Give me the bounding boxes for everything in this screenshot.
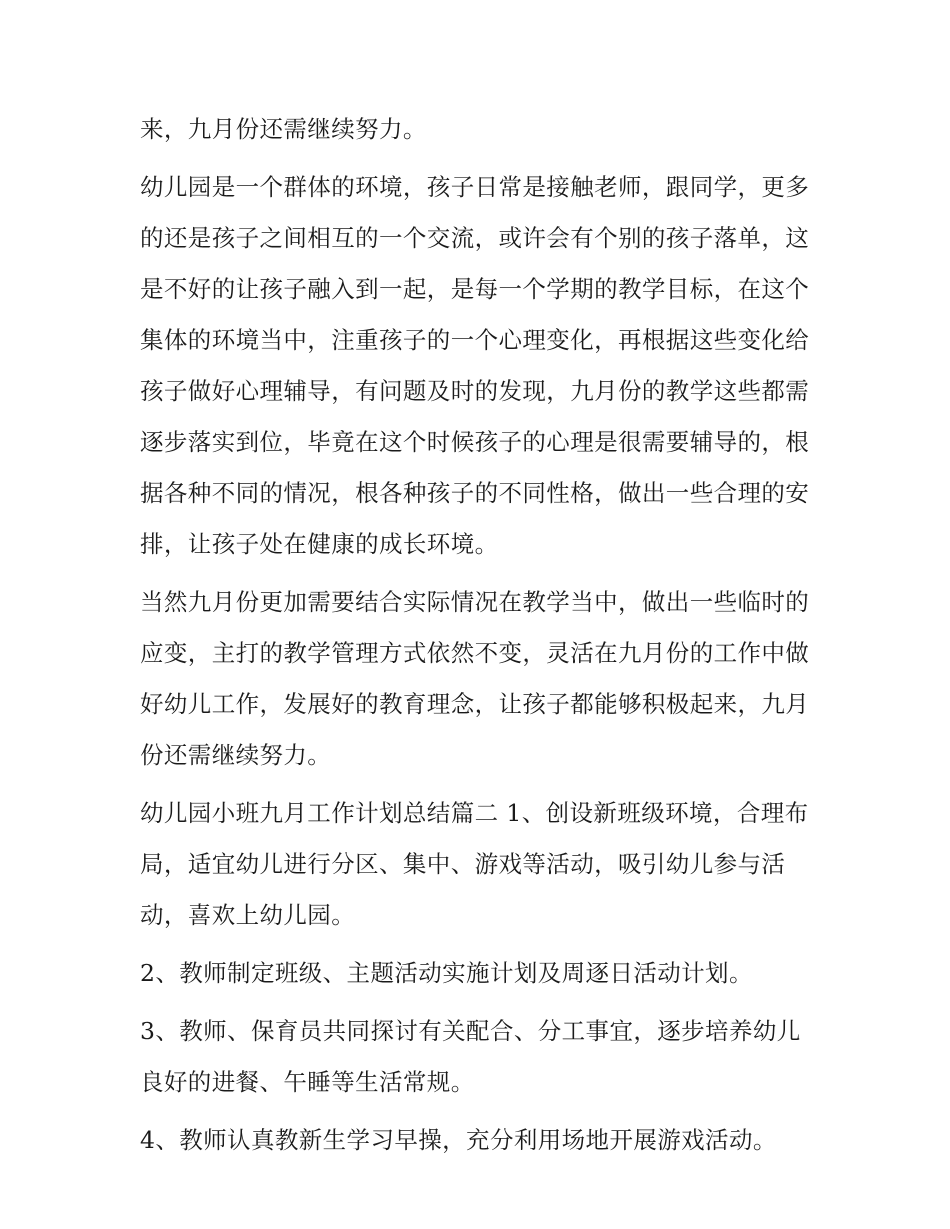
paragraph-plan-item-1: 幼儿园小班九月工作计划总结篇二 1、创设新班级环境，合理布局，适宜幼儿进行分区、集中、游戏等活动，吸引幼儿参与活动，喜欢上幼儿园。 xyxy=(140,799,809,929)
paragraph-continuation: 来，九月份还需继续努力。 xyxy=(140,115,427,143)
paragraph-plan-item-3: 3、教师、保育员共同探讨有关配合、分工事宜，逐步培养幼儿良好的进餐、午睡等生活常规。 xyxy=(140,1017,801,1096)
paragraph-group-environment: 幼儿园是一个群体的环境，孩子日常是接触老师，跟同学，更多的还是孩子之间相互的一个交流，或许会有个别的孩子落单，这是不好的让孩子融入到一起，是每一个学期的教学目标，在这个集体的环境当中，注重孩子的一个心理变化，再根据这些变化给孩子做好心理辅导，有问题及时的发现，九月份的教学这些都需逐步落实到位，毕竟在这个时候孩子的心理是很需要辅导的，根据各种不同的情况，根各种孩子的不同性格，做出一些合理的安排，让孩子处在健康的成长环境。 xyxy=(140,173,810,558)
paragraph-plan-item-2: 2、教师制定班级、主题活动实施计划及周逐日活动计划。 xyxy=(140,959,753,987)
paragraph-september-flexibility: 当然九月份更加需要结合实际情况在教学当中，做出一些临时的应变，主打的教学管理方式依然不变，灵活在九月份的工作中做好幼儿工作，发展好的教育理念，让孩子都能够积极起来，九月份还需继续努力。 xyxy=(140,588,810,769)
paragraph-plan-item-4: 4、教师认真教新生学习早操，充分利用场地开展游戏活动。 xyxy=(140,1126,777,1154)
document-body xyxy=(140,104,820,1166)
